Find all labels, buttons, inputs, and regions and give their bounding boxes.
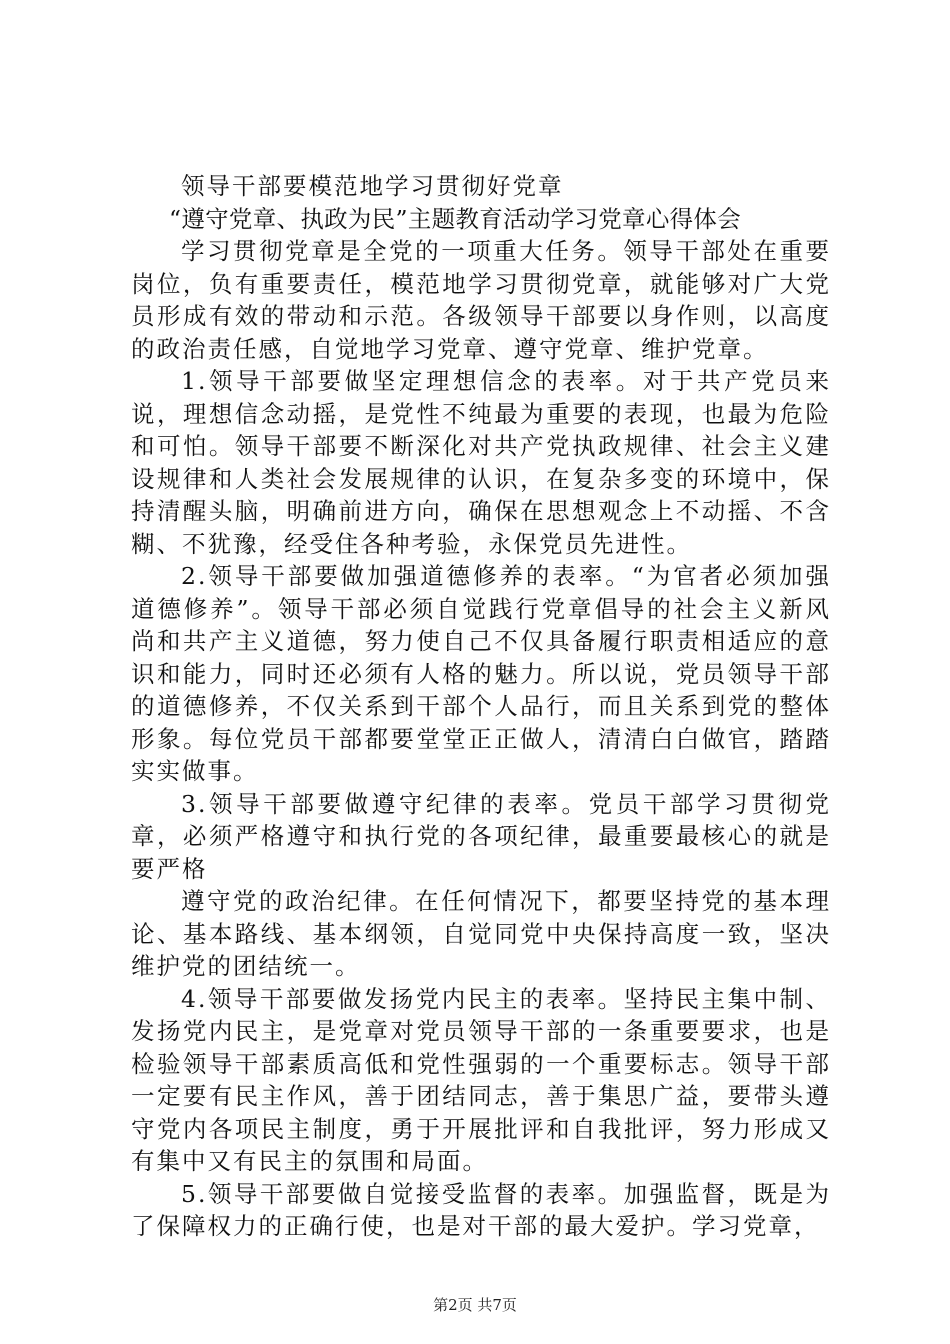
paragraph-point-1: 1.领导干部要做坚定理想信念的表率。对于共产党员来说，理想信念动摇，是党性不纯最为重要的表现，也最为危险和可怕。领导干部要不断深化对共产党执政规律、社会主义建设规律和人类社会发展规律的认识，在复杂多变的环境中，保持清醒头脑，明确前进方向，确保在思想观念上不动摇、不含糊、不犹豫，经受住各种考验，永保党员先进性。 — [131, 367, 831, 558]
paragraph-point-2: 2.领导干部要做加强道德修养的表率。“为官者必须加强道德修养”。领导干部必须自觉践行党章倡导的社会主义新风尚和共产主义道德，努力使自己不仅具备履行职责相适应的意识和能力，同时还必须有人格的魅力。所以说，党员领导干部的道德修养，不仅关系到干部个人品行，而且关系到党的整体形象。每位党员干部都要堂堂正正做人，清清白白做官，踏踏实实做事。 — [131, 562, 831, 785]
paragraph-point-3-continued: 遵守党的政治纪律。在任何情况下，都要坚持党的基本理论、基本路线、基本纲领，自觉同党中央保持高度一致，坚决维护党的团结统一。 — [131, 887, 831, 980]
document-subtitle: “遵守党章、执政为民”主题教育活动学习党章心得体会 — [169, 204, 742, 233]
page-number-footer: 第2页 共7页 — [433, 1296, 517, 1314]
document-title: 领导干部要模范地学习贯彻好党章 — [181, 172, 564, 200]
document-body — [131, 170, 831, 1243]
paragraph-point-4: 4.领导干部要做发扬党内民主的表率。坚持民主集中制、发扬党内民主，是党章对党员领导干部的一条重要要求，也是检验领导干部素质高低和党性强弱的一个重要标志。领导干部一定要有民主作风，善于团结同志，善于集思广益，要带头遵守党内各项民主制度，勇于开展批评和自我批评，努力形成又有集中又有民主的氛围和局面。 — [131, 984, 831, 1175]
paragraph-point-5: 5.领导干部要做自觉接受监督的表率。加强监督，既是为了保障权力的正确行使，也是对干部的最大爱护。学习党章， — [131, 1179, 831, 1240]
paragraph-intro: 学习贯彻党章是全党的一项重大任务。领导干部处在重要岗位，负有重要责任，模范地学习贯彻党章，就能够对广大党员形成有效的带动和示范。各级领导干部要以身作则，以高度的政治责任感，自觉地学习党章、遵守党章、维护党章。 — [131, 237, 831, 363]
paragraph-point-3: 3.领导干部要做遵守纪律的表率。党员干部学习贯彻党章，必须严格遵守和执行党的各项纪律，最重要最核心的就是要严格 — [131, 789, 831, 883]
